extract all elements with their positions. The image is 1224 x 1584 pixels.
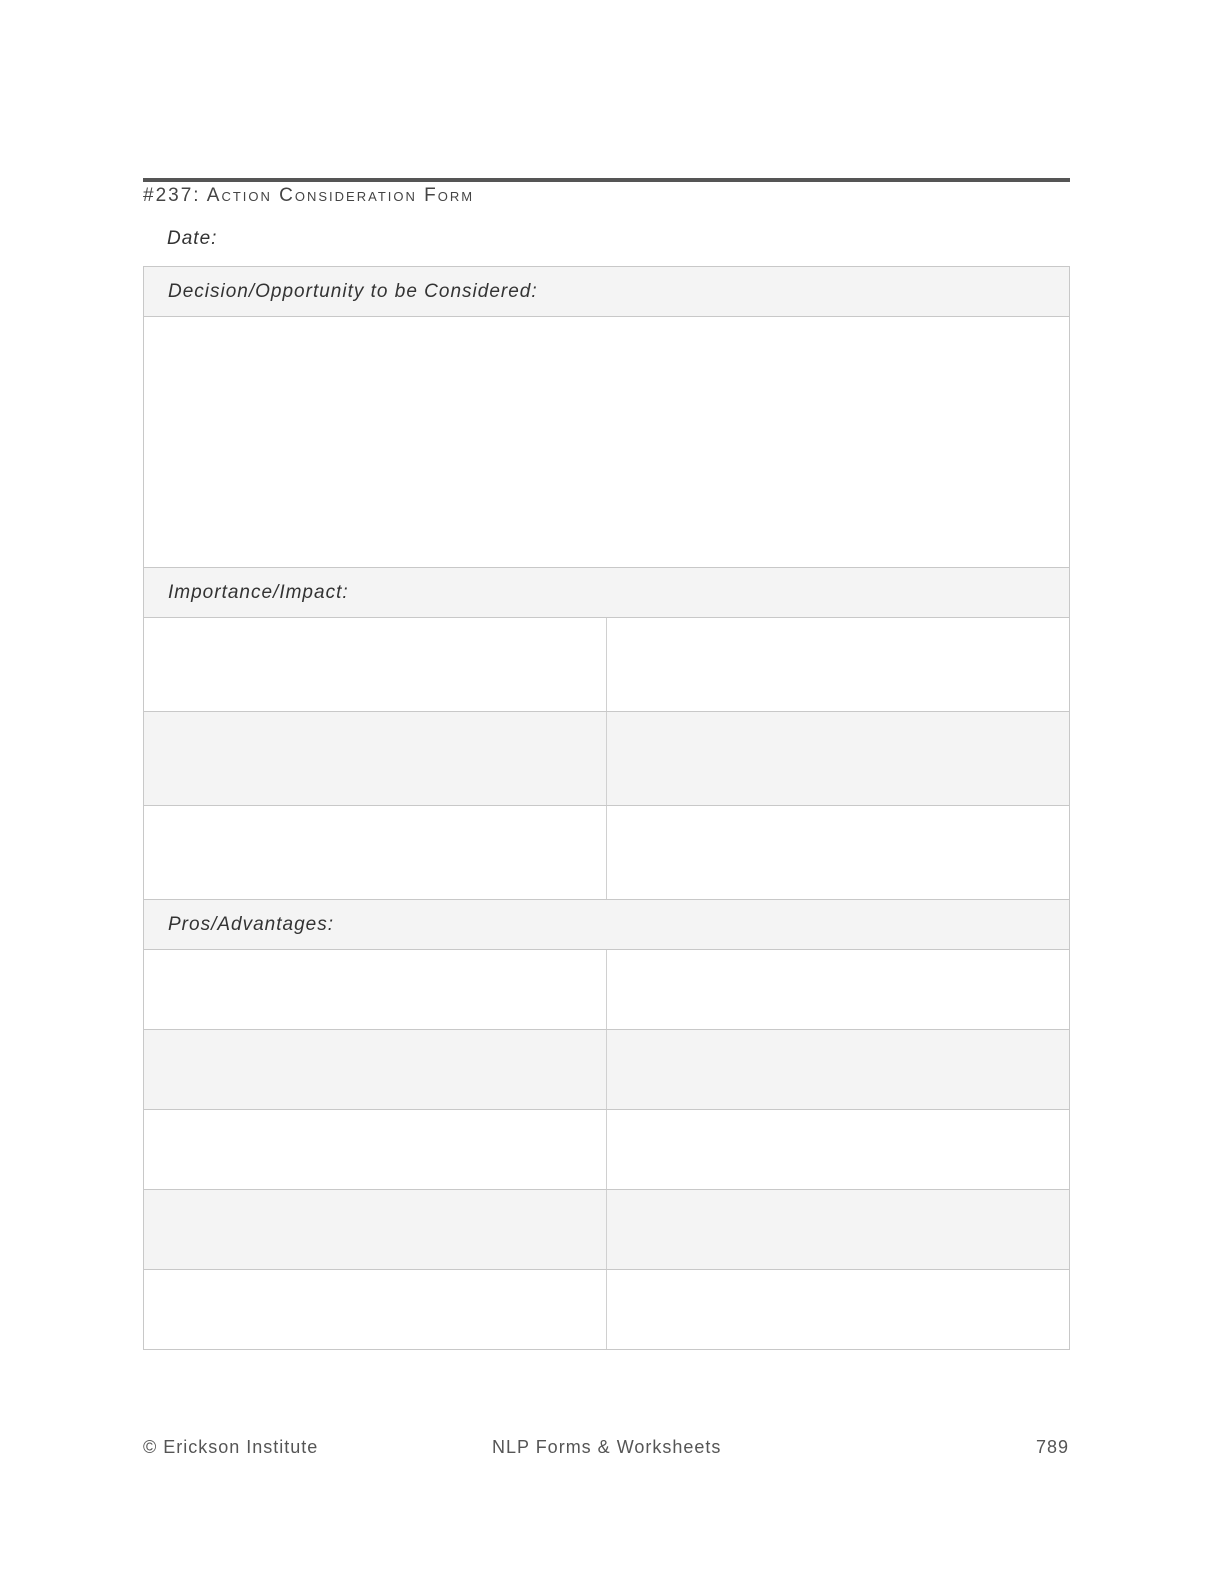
pros-cell[interactable] xyxy=(144,1270,607,1349)
pros-cell[interactable] xyxy=(607,1270,1070,1349)
table-row xyxy=(143,1190,1070,1270)
decision-entry-area[interactable] xyxy=(143,317,1070,568)
pros-cell[interactable] xyxy=(144,950,607,1029)
table-row xyxy=(143,950,1070,1030)
section-header-decision xyxy=(143,267,1070,317)
pros-cell[interactable] xyxy=(607,1110,1070,1189)
pros-cell[interactable] xyxy=(144,1190,607,1269)
importance-cell[interactable] xyxy=(607,806,1070,899)
table-row xyxy=(143,1110,1070,1190)
pros-cell[interactable] xyxy=(607,1190,1070,1269)
table-row xyxy=(143,1030,1070,1110)
table-row xyxy=(143,712,1070,806)
importance-cell[interactable] xyxy=(144,806,607,899)
importance-cell[interactable] xyxy=(144,712,607,805)
pros-cell[interactable] xyxy=(607,1030,1070,1109)
page-title: #237: Action Consideration Form xyxy=(143,185,475,206)
importance-cell[interactable] xyxy=(144,618,607,711)
importance-cell[interactable] xyxy=(607,618,1070,711)
form-table xyxy=(143,266,1070,1350)
title-rule xyxy=(143,178,1070,182)
table-row xyxy=(143,618,1070,712)
pros-cell[interactable] xyxy=(144,1110,607,1189)
footer-page-number: 789 xyxy=(1035,1437,1069,1457)
section-header-importance xyxy=(143,568,1070,618)
date-label: Date: xyxy=(167,228,218,249)
importance-cell[interactable] xyxy=(607,712,1070,805)
footer-copyright: © Erickson Institute xyxy=(143,1437,319,1457)
section-header-pros xyxy=(143,900,1070,950)
pros-cell[interactable] xyxy=(144,1030,607,1109)
table-row xyxy=(143,1270,1070,1350)
table-row xyxy=(143,806,1070,900)
section-label-importance: Importance/Impact: xyxy=(168,581,349,603)
footer-book-title: NLP Forms & Worksheets xyxy=(492,1437,722,1457)
section-label-decision: Decision/Opportunity to be Considered: xyxy=(168,280,538,302)
pros-cell[interactable] xyxy=(607,950,1070,1029)
section-label-pros: Pros/Advantages: xyxy=(168,913,334,935)
